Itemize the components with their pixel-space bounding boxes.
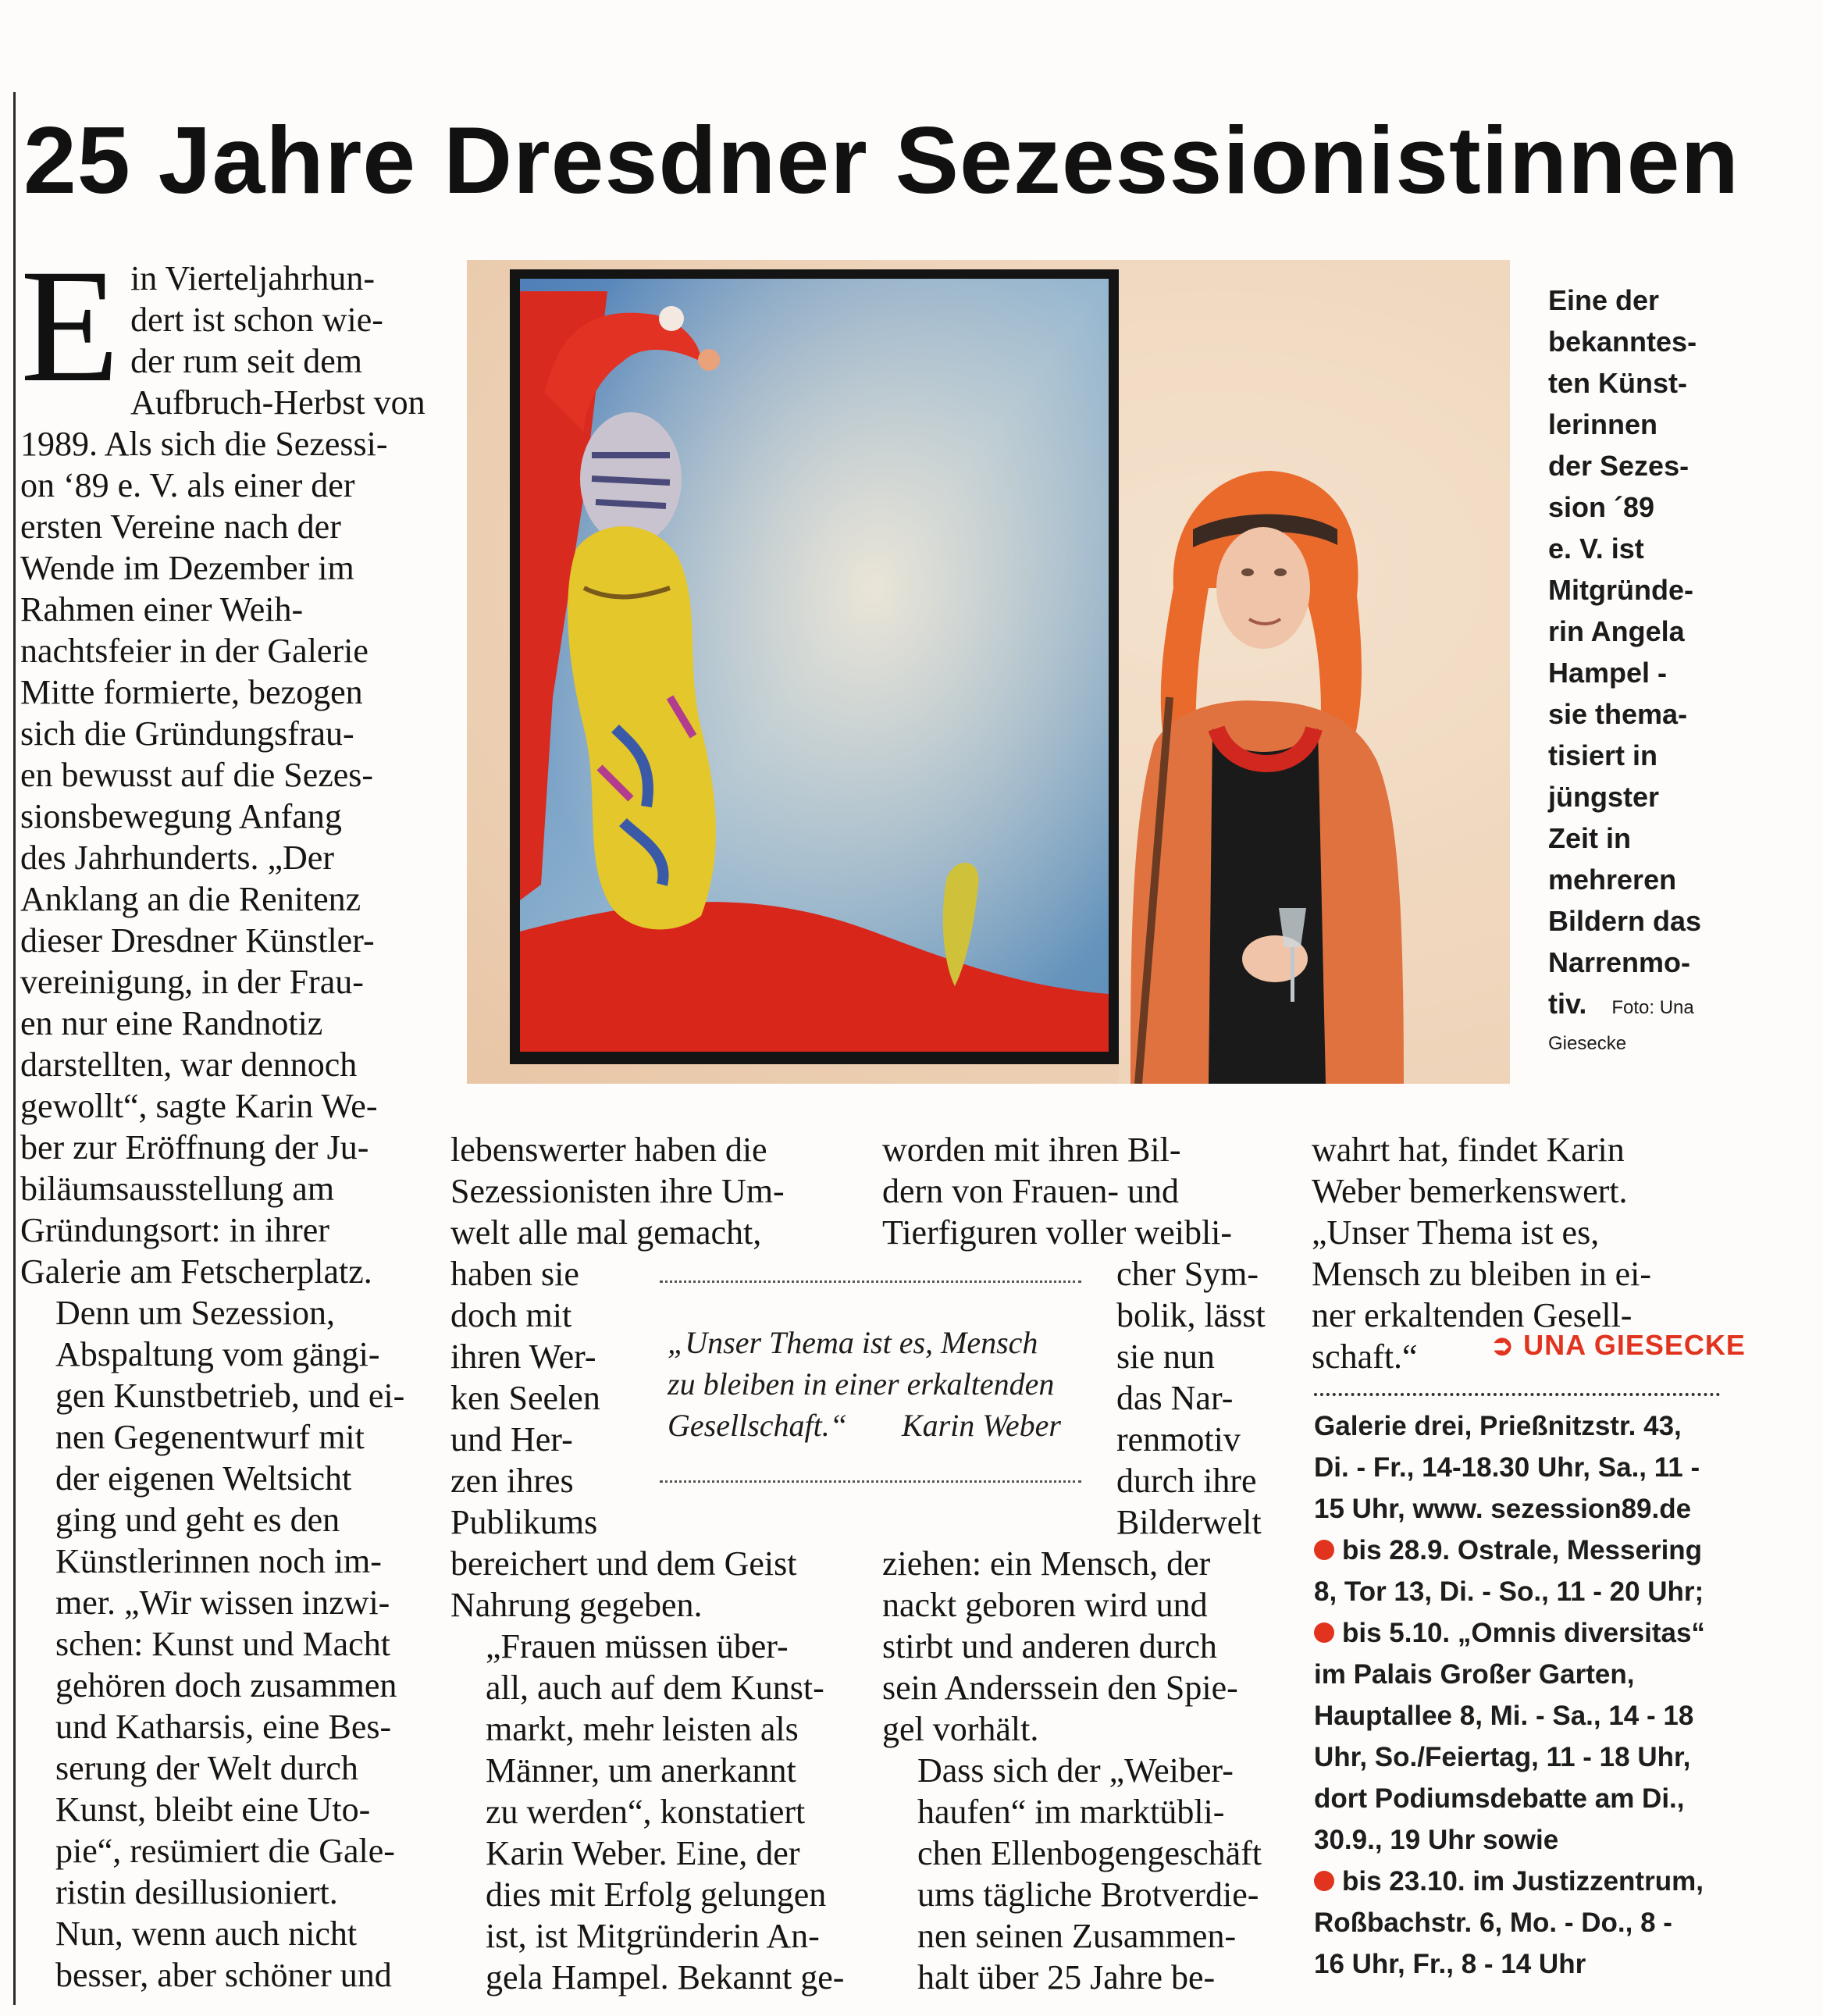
text-line: doch mit <box>450 1296 572 1334</box>
paragraph-3c <box>450 1543 872 1626</box>
text-line: der Sezes- <box>1548 450 1689 482</box>
text-line: sionsbewegung Anfang <box>20 797 342 835</box>
text-line: Gründungsort: in ihrer <box>20 1211 329 1249</box>
info-line: im Palais Großer Garten, <box>1314 1659 1635 1690</box>
info-line: 8, Tor 13, Di. - So., 11 - 20 Uhr; <box>1314 1576 1704 1607</box>
text-line: jüngster <box>1548 781 1660 813</box>
text-line: zen ihres <box>450 1462 574 1500</box>
text-line: serung der Welt durch <box>55 1749 358 1787</box>
caption-last-line <box>1548 983 1716 1024</box>
text-line: nen seinen Zusammen- <box>917 1917 1237 1955</box>
text-line: Dass sich der „Weiber- <box>917 1751 1234 1790</box>
text-line: dern von Frauen- und <box>882 1172 1180 1210</box>
text-line: Sezessionisten ihre Um- <box>450 1172 785 1210</box>
text-line: Publikums <box>450 1503 598 1541</box>
text-line: das Nar- <box>1116 1379 1234 1417</box>
text-line: mehreren <box>1548 864 1677 896</box>
text-line: Tierfiguren voller weibli- <box>882 1213 1233 1252</box>
text-line: des Jahrhunderts. „Der <box>20 839 334 877</box>
text-line: halt über 25 Jahre be- <box>917 1958 1216 1996</box>
text-line: Hampel - <box>1548 657 1668 689</box>
text-line: Denn um Sezession, <box>55 1294 336 1332</box>
text-line: gel vorhält. <box>882 1710 1039 1748</box>
text-line: Weber bemerkenswert. <box>1312 1172 1628 1210</box>
text-line: en bewusst auf die Sezes- <box>20 756 374 794</box>
headline: 25 Jahre Dresdner Sezessionistinnen <box>23 107 1739 213</box>
paragraph-5c <box>882 1543 1304 1750</box>
bullet-dot-icon <box>1314 1622 1334 1643</box>
text-line: 1989. Als sich die Sezessi- <box>20 425 388 463</box>
photo-credit-name: Giesecke <box>1548 1033 1627 1054</box>
column-rule <box>13 92 16 2005</box>
text-line: Künstlerinnen noch im- <box>55 1542 382 1580</box>
info-line: Di. - Fr., 14-18.30 Uhr, Sa., 11 - <box>1314 1452 1700 1483</box>
text-line: ristin desillusioniert. <box>55 1873 338 1911</box>
text-line: sie thema- <box>1548 698 1688 730</box>
text-line: pie“, resümiert die Gale- <box>55 1832 395 1870</box>
text-line: bekanntes- <box>1548 326 1697 358</box>
text-line: sie nun <box>1116 1337 1215 1376</box>
text-line: Nun, wenn auch nicht <box>55 1914 358 1953</box>
paragraph-5b <box>1116 1253 1304 1543</box>
text-line: und Her- <box>450 1420 573 1459</box>
text-line: besser, aber schöner und <box>55 1956 392 1994</box>
text-line: sein Anderssein den Spie- <box>882 1669 1238 1707</box>
exhibition-info-box <box>1314 1393 1720 1985</box>
text-line: schen: Kunst und Macht <box>55 1625 390 1663</box>
text-line: „Frauen müssen über- <box>486 1627 789 1665</box>
info-line: dort Podiumsdebatte am Di., <box>1314 1783 1685 1814</box>
text-line: Mitte formierte, bezogen <box>20 673 363 711</box>
text-line: gewollt“, sagte Karin We- <box>20 1087 378 1125</box>
text-line: lerinnen <box>1548 408 1658 440</box>
text-line: all, auch auf dem Kunst- <box>486 1669 824 1707</box>
text-line: ziehen: ein Mensch, der <box>882 1544 1211 1583</box>
text-line: welt alle mal gemacht, <box>450 1213 762 1252</box>
text-line: Karin Weber. Eine, der <box>486 1834 800 1872</box>
pull-quote-text-end: Gesellschaft.“ <box>668 1408 847 1443</box>
bullet-dot-icon <box>1314 1871 1334 1891</box>
text-line: ber zur Eröffnung der Ju- <box>20 1128 369 1167</box>
text-line: Nahrung gegeben. <box>450 1586 703 1624</box>
text-line: Wende im Dezember im <box>20 549 354 587</box>
caption-text <box>1548 280 1716 983</box>
info-line: Hauptallee 8, Mi. - Sa., 14 - 18 <box>1314 1701 1694 1731</box>
text-line: ten Künst- <box>1548 367 1687 399</box>
text-line: e. V. ist <box>1548 532 1644 565</box>
drop-cap: E <box>20 236 120 415</box>
text-line: Mensch zu bleiben in ei- <box>1312 1255 1651 1293</box>
info-bullet-text: bis 23.10. im Justizzentrum, <box>1342 1866 1704 1897</box>
text-line: Bilderwelt <box>1116 1503 1262 1541</box>
photo-caption <box>1548 280 1716 1056</box>
text-line: ging und geht es den <box>55 1501 340 1539</box>
photo-painting-and-artist <box>467 260 1510 1084</box>
text-line: Eine der <box>1548 284 1660 316</box>
bullet-dot-icon <box>1314 1540 1334 1560</box>
pull-quote-author: Karin Weber <box>901 1408 1061 1443</box>
text-line: dieser Dresdner Künstler- <box>20 921 375 960</box>
text-line: vereinigung, in der Frau- <box>20 963 364 1001</box>
text-line: Bildern das <box>1548 905 1702 937</box>
caption-last-word: tiv. <box>1548 988 1587 1020</box>
text-line: renmotiv <box>1116 1420 1241 1459</box>
text-line: ner erkaltenden Gesell- <box>1312 1296 1633 1334</box>
article-column-3 <box>882 1129 1304 1998</box>
text-line: der rum seit dem <box>130 342 362 380</box>
text-line: gehören doch zusammen <box>55 1666 397 1704</box>
text-line: haben sie <box>450 1255 579 1293</box>
info-bullet-3 <box>1314 1861 1720 1902</box>
info-line: 15 Uhr, www. sezession89.de <box>1314 1494 1692 1524</box>
text-line: on ‘89 e. V. als einer der <box>20 466 355 504</box>
text-line: sich die Gründungsfrau- <box>20 714 354 753</box>
paragraph-6 <box>882 1750 1304 1998</box>
text-line: haufen“ im marktübli- <box>917 1793 1225 1831</box>
article-column-2 <box>450 1129 872 1998</box>
text-line: tisiert in <box>1548 739 1658 771</box>
text-line: Männer, um anerkannt <box>486 1751 796 1790</box>
text-line: mer. „Wir wissen inzwi- <box>55 1583 390 1622</box>
text-line: darstellten, war dennoch <box>20 1045 358 1084</box>
text-line: und Katharsis, eine Bes- <box>55 1708 392 1746</box>
text-line: bolik, lässt <box>1116 1296 1266 1334</box>
info-line: Uhr, So./Feiertag, 11 - 18 Uhr, <box>1314 1742 1691 1772</box>
text-line: cher Sym- <box>1116 1255 1259 1293</box>
info-bullet-text: bis 28.9. Ostrale, Messering <box>1342 1535 1703 1565</box>
text-line: ersten Vereine nach der <box>20 508 341 546</box>
info-line: Roßbachstr. 6, Mo. - Do., 8 - <box>1314 1907 1672 1938</box>
text-line: durch ihre <box>1116 1462 1257 1500</box>
text-line: Kunst, bleibt eine Uto- <box>55 1790 371 1829</box>
paragraph-5a <box>882 1129 1304 1253</box>
text-line: dert ist schon wie- <box>130 301 383 339</box>
text-line: sion ´89 <box>1548 491 1655 523</box>
info-bullet-1 <box>1314 1530 1720 1571</box>
text-line: chen Ellenbogengeschäft <box>917 1834 1262 1872</box>
text-line: rin Angela <box>1548 615 1685 647</box>
text-line: biläumsausstellung am <box>20 1170 335 1208</box>
text-line: gen Kunstbetrieb, und ei- <box>55 1377 405 1415</box>
paragraph-4 <box>450 1626 872 1998</box>
text-line: „Unser Thema ist es, <box>1312 1213 1600 1252</box>
paragraph-3b <box>450 1253 614 1543</box>
text-line: Abspaltung vom gängi- <box>55 1335 380 1373</box>
text-line: nackt geboren wird und <box>882 1586 1208 1624</box>
text-line: Anklang an die Renitenz <box>20 880 361 918</box>
photo-credit: Foto: Una <box>1611 997 1694 1018</box>
text-line: en nur eine Randnotiz <box>20 1004 323 1042</box>
text-line: schaft.“ <box>1312 1337 1418 1376</box>
text-line: Rahmen einer Weih- <box>20 590 304 629</box>
pull-quote-line-1: „Unser Thema ist es, Mensch <box>668 1325 1038 1360</box>
text-line: Aufbruch-Herbst von <box>130 383 425 422</box>
info-line: Galerie drei, Prießnitzstr. 43, <box>1314 1411 1682 1441</box>
text-line: Narrenmo- <box>1548 946 1691 978</box>
text-line: zu werden“, konstatiert <box>486 1793 806 1831</box>
text-line: dies mit Erfolg gelungen <box>486 1875 827 1914</box>
article-photo <box>467 260 1510 1084</box>
text-line: nen Gegenentwurf mit <box>55 1418 365 1456</box>
text-line: wahrt hat, findet Karin <box>1312 1131 1625 1169</box>
pull-quote-line-2: zu bleiben in einer erkaltenden <box>668 1366 1055 1402</box>
text-line: Galerie am Fetscherplatz. <box>20 1252 372 1291</box>
text-line: ums tägliche Brotverdie- <box>917 1875 1259 1914</box>
paragraph-3a <box>450 1129 872 1253</box>
info-line: 30.9., 19 Uhr sowie <box>1314 1825 1559 1855</box>
info-bullet-2 <box>1314 1612 1720 1654</box>
paragraph-2 <box>20 1292 434 1996</box>
text-line: markt, mehr leisten als <box>486 1710 799 1748</box>
text-line: der eigenen Weltsicht <box>55 1459 352 1498</box>
text-line: Zeit in <box>1548 822 1631 854</box>
text-line: gela Hampel. Bekannt ge- <box>486 1958 845 1996</box>
text-line: Mitgründe- <box>1548 574 1693 606</box>
text-line: worden mit ihren Bil- <box>882 1131 1181 1169</box>
author-byline: ➲ UNA GIESECKE <box>1490 1329 1746 1361</box>
text-line: bereichert und dem Geist <box>450 1544 797 1583</box>
text-line: ken Seelen <box>450 1379 600 1417</box>
text-line: nachtsfeier in der Galerie <box>20 632 369 670</box>
text-line: lebenswerter haben die <box>450 1131 767 1169</box>
article-column-1 <box>20 236 434 1996</box>
info-bullet-text: bis 5.10. „Omnis diversitas“ <box>1342 1618 1705 1648</box>
text-line: ist, ist Mitgründerin An- <box>486 1917 820 1955</box>
text-line: in Vierteljahrhun- <box>130 259 376 297</box>
info-line: 16 Uhr, Fr., 8 - 14 Uhr <box>1314 1949 1586 1979</box>
text-line: ihren Wer- <box>450 1337 596 1376</box>
text-line: stirbt und anderen durch <box>882 1627 1217 1665</box>
